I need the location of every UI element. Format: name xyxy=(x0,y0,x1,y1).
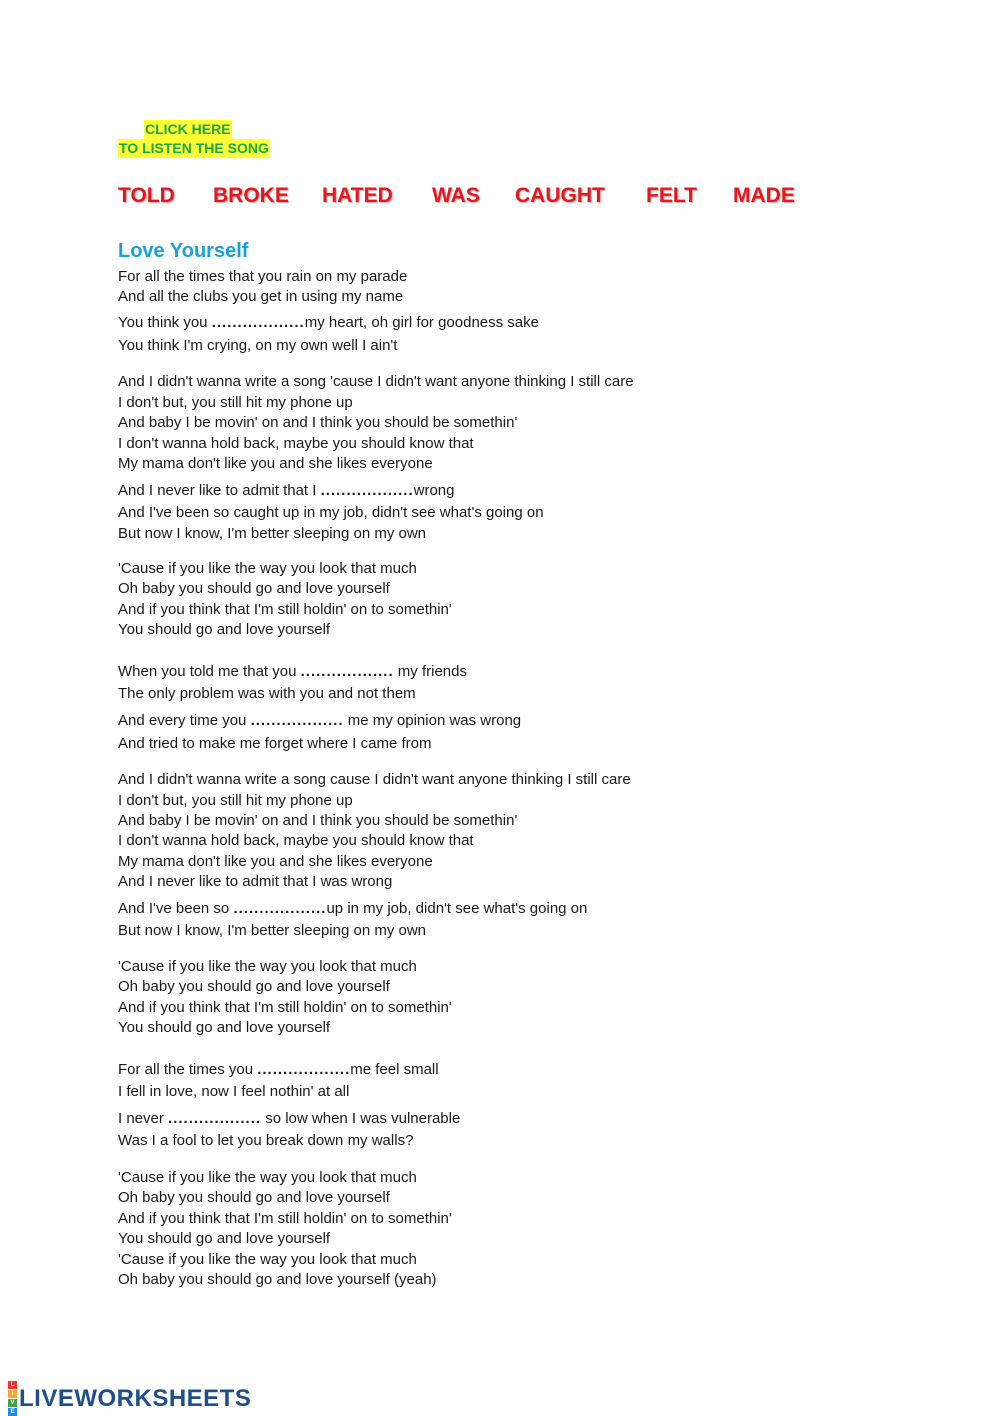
word-bank-item: BROKE xyxy=(213,184,289,207)
listen-link-line-2[interactable]: TO LISTEN THE SONG xyxy=(119,140,269,156)
lyric-text: Oh baby you should go and love yourself (yeah) xyxy=(118,1271,437,1288)
logo-block: L xyxy=(8,1381,17,1389)
word-bank-item: HATED xyxy=(322,184,393,207)
lyric-text: my heart, oh girl for goodness sake xyxy=(304,314,539,331)
logo-text: LIVEWORKSHEETS xyxy=(19,1384,252,1412)
lyric-line xyxy=(118,393,353,413)
lyric-text: so low when I was vulnerable xyxy=(261,1110,461,1127)
logo-block: I xyxy=(8,1390,17,1398)
listen-song-link[interactable] xyxy=(118,120,270,158)
lyric-line xyxy=(118,1060,439,1080)
lyric-line xyxy=(118,1082,349,1102)
lyric-text: I never xyxy=(118,1110,169,1127)
lyric-text: You should go and love yourself xyxy=(118,1230,331,1247)
lyric-line xyxy=(118,1229,330,1249)
lyric-line xyxy=(118,267,407,287)
lyric-text: wrong xyxy=(413,482,455,499)
answer-blank[interactable]: .................. xyxy=(211,314,305,331)
lyric-line xyxy=(118,852,433,872)
logo-blocks-icon xyxy=(8,1381,17,1416)
lyric-text: You should go and love yourself xyxy=(118,1019,331,1036)
lyric-text: 'Cause if you like the way you look that much xyxy=(118,1251,417,1268)
lyric-text: Oh baby you should go and love yourself xyxy=(118,978,390,995)
word-bank-item: TOLD xyxy=(118,184,175,207)
lyric-line xyxy=(118,684,416,704)
lyric-text: 'Cause if you like the way you look that much xyxy=(118,958,417,975)
lyric-text: You think you xyxy=(118,314,212,331)
lyric-line xyxy=(118,559,417,579)
word-bank-item: CAUGHT xyxy=(515,184,605,207)
logo-block: E xyxy=(8,1408,17,1416)
lyric-text: I don't wanna hold back, maybe you should know that xyxy=(118,832,474,849)
lyric-line xyxy=(118,1209,452,1229)
lyric-line xyxy=(118,1188,390,1208)
lyric-line xyxy=(118,413,517,433)
lyric-text: My mama don't like you and she likes everyone xyxy=(118,455,433,472)
lyric-line xyxy=(118,791,353,811)
lyric-text: And I've been so caught up in my job, didn't see what's going on xyxy=(118,504,544,521)
lyric-line xyxy=(118,454,433,474)
lyric-text: And if you think that I'm still holdin' on to somethin' xyxy=(118,999,452,1016)
lyric-line xyxy=(118,336,397,356)
lyric-text: Oh baby you should go and love yourself xyxy=(118,1189,390,1206)
lyric-text: I don't but, you still hit my phone up xyxy=(118,792,353,809)
lyric-text: But now I know, I'm better sleeping on my own xyxy=(118,922,427,939)
answer-blank[interactable]: .................. xyxy=(233,900,327,917)
liveworksheets-logo xyxy=(8,1381,251,1416)
lyric-text: But now I know, I'm better sleeping on my own xyxy=(118,525,427,542)
lyric-line xyxy=(118,998,452,1018)
lyric-text: And tried to make me forget where I came from xyxy=(118,735,432,752)
lyric-line xyxy=(118,831,474,851)
lyric-text: my friends xyxy=(393,663,467,680)
lyric-line xyxy=(118,1270,437,1290)
word-bank-item: MADE xyxy=(733,184,795,207)
lyric-line xyxy=(118,711,521,731)
lyric-line xyxy=(118,872,392,892)
lyric-text: And I didn't wanna write a song cause I didn't want anyone thinking I still care xyxy=(118,771,631,788)
lyric-text: And I've been so xyxy=(118,900,234,917)
lyric-text: And every time you xyxy=(118,712,251,729)
lyric-text: up in my job, didn't see what's going on xyxy=(326,900,588,917)
song-title: Love Yourself xyxy=(118,240,249,262)
lyric-line xyxy=(118,1018,330,1038)
answer-blank[interactable]: .................. xyxy=(320,482,414,499)
lyric-line xyxy=(118,899,587,919)
lyric-line xyxy=(118,481,454,501)
lyric-text: And I never like to admit that I was wrong xyxy=(118,873,393,890)
lyric-text: me feel small xyxy=(350,1061,439,1078)
answer-blank[interactable]: .................. xyxy=(250,712,344,729)
lyric-line xyxy=(118,600,452,620)
lyric-text: I don't but, you still hit my phone up xyxy=(118,394,353,411)
lyric-text: And all the clubs you get in using my name xyxy=(118,288,404,305)
lyric-line xyxy=(118,579,390,599)
lyric-line xyxy=(118,524,426,544)
lyric-text: And baby I be movin' on and I think you should be somethin' xyxy=(118,414,518,431)
lyric-text: And baby I be movin' on and I think you should be somethin' xyxy=(118,812,518,829)
lyric-text: My mama don't like you and she likes everyone xyxy=(118,853,433,870)
lyric-text: The only problem was with you and not them xyxy=(118,685,416,702)
lyric-text: You think I'm crying, on my own well I ain't xyxy=(118,337,398,354)
lyric-text: And if you think that I'm still holdin' on to somethin' xyxy=(118,1210,452,1227)
lyric-text: When you told me that you xyxy=(118,663,301,680)
lyric-text: And I never like to admit that I xyxy=(118,482,321,499)
lyric-text: And I didn't wanna write a song 'cause I didn't want anyone thinking I still care xyxy=(118,373,634,390)
lyric-line xyxy=(118,620,330,640)
lyric-line xyxy=(118,811,517,831)
lyric-line xyxy=(118,734,431,754)
lyric-text: I don't wanna hold back, maybe you should know that xyxy=(118,435,474,452)
lyric-line xyxy=(118,1168,417,1188)
lyric-line xyxy=(118,662,467,682)
lyric-line xyxy=(118,503,544,523)
lyric-text: And if you think that I'm still holdin' on to somethin' xyxy=(118,601,452,618)
lyric-text: me my opinion was wrong xyxy=(343,712,522,729)
answer-blank[interactable]: .................. xyxy=(168,1110,262,1127)
lyric-line xyxy=(118,770,631,790)
lyric-text: 'Cause if you like the way you look that much xyxy=(118,560,417,577)
answer-blank[interactable]: .................. xyxy=(257,1061,351,1078)
logo-block: V xyxy=(8,1399,17,1407)
lyric-line xyxy=(118,1131,413,1151)
lyric-text: I fell in love, now I feel nothin' at all xyxy=(118,1083,350,1100)
lyric-text: For all the times you xyxy=(118,1061,258,1078)
lyric-line xyxy=(118,1109,460,1129)
lyric-line xyxy=(118,372,634,392)
lyric-line xyxy=(118,434,474,454)
lyric-line xyxy=(118,1250,417,1270)
answer-blank[interactable]: .................. xyxy=(300,663,394,680)
lyric-line xyxy=(118,287,403,307)
listen-link-line-1[interactable]: CLICK HERE xyxy=(145,121,231,137)
lyric-text: Was I a fool to let you break down my walls? xyxy=(118,1132,414,1149)
word-bank-item: WAS xyxy=(432,184,480,207)
word-bank-item: FELT xyxy=(646,184,697,207)
lyric-text: Oh baby you should go and love yourself xyxy=(118,580,390,597)
lyric-text: You should go and love yourself xyxy=(118,621,331,638)
lyric-text: For all the times that you rain on my parade xyxy=(118,268,408,285)
lyric-text: 'Cause if you like the way you look that much xyxy=(118,1169,417,1186)
lyric-line xyxy=(118,957,417,977)
lyric-line xyxy=(118,921,426,941)
lyric-line xyxy=(118,977,390,997)
lyric-line xyxy=(118,313,539,333)
